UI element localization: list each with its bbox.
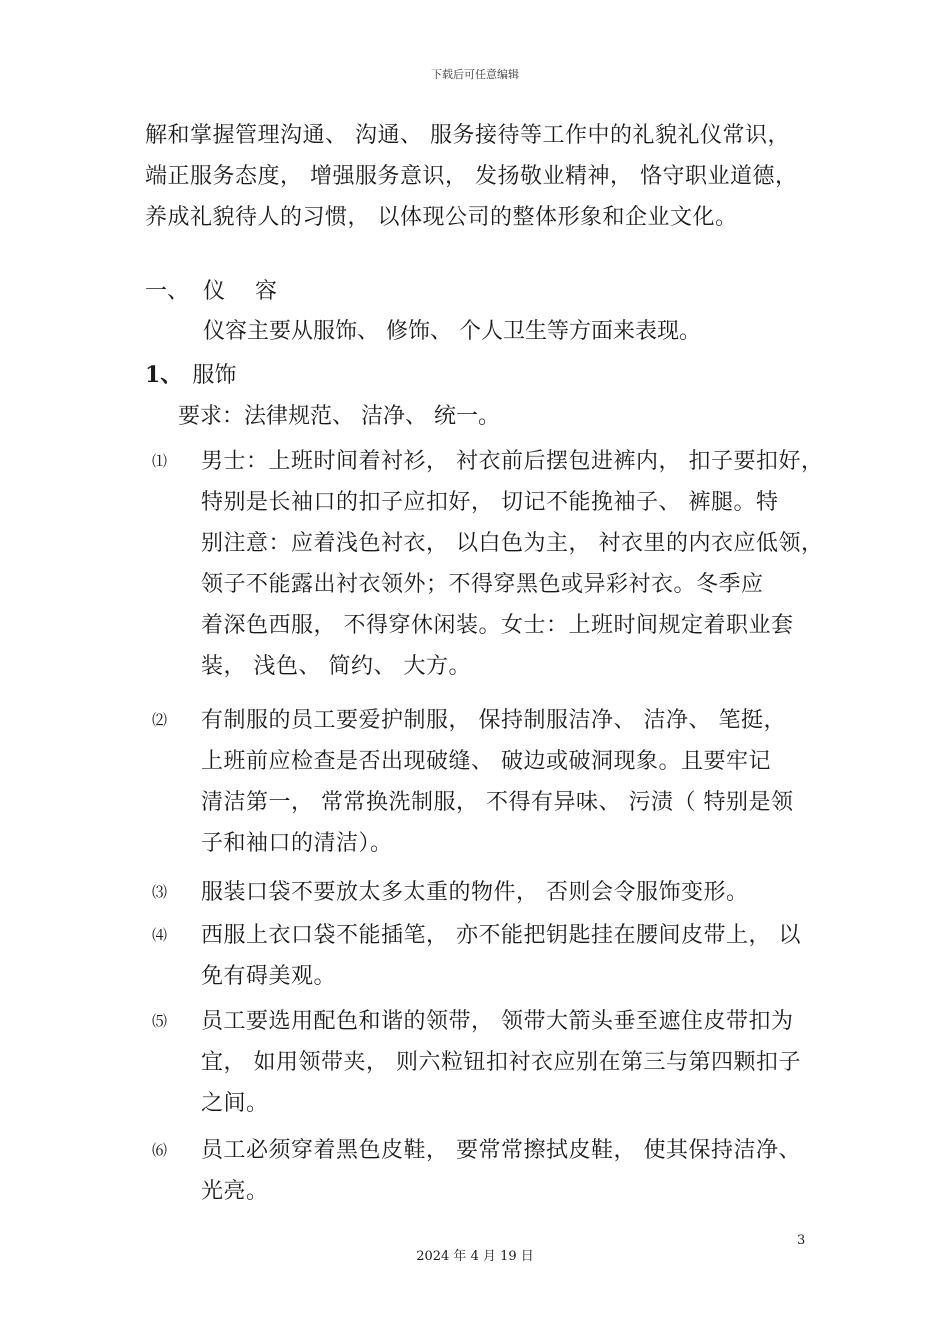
subsection-number: 1、 [145,362,183,388]
subsection-title: 服饰 [192,363,237,388]
requirement-line: 要求：法律规范、 洁净、 统一。 [178,404,500,429]
item-line: 有制服的员工要爱护制服， 保持制服洁净、 洁净、 笔挺， [201,708,786,733]
section-title-part1: 仪 [203,279,226,304]
subsection-heading [145,356,236,395]
paragraph-line: 端正服务态度， 增强服务意识， 发扬敬业精神， 恪守职业道德， [145,164,798,189]
item-line: 西服上衣口袋不能插笔， 亦不能把钥匙挂在腰间皮带上， 以 [201,923,801,948]
paragraph-line: 解和掌握管理沟通、 沟通、 服务接待等工作中的礼貌礼仪常识， [145,123,790,148]
item-line: 男士：上班时间着衬衫， 衬衣前后摆包进裤内， 扣子要扣好， [201,449,824,474]
paragraph-line: 养成礼貌待人的习惯， 以体现公司的整体形象和企业文化。 [145,205,738,230]
item-line: 员工必须穿着黑色皮鞋， 要常常擦拭皮鞋， 使其保持洁净、 [201,1138,801,1163]
item-line: 员工要选用配色和谐的领带， 领带大箭头垂至遮住皮带扣为 [201,1009,794,1034]
item-line: 服装口袋不要放太多太重的物件， 否则会令服饰变形。 [201,880,749,905]
list-marker: ⑵ [152,711,168,729]
item-line: 领子不能露出衬衣领外；不得穿黑色或异彩衬衣。冬季应 [201,572,764,597]
list-marker: ⑸ [152,1012,168,1030]
list-marker: ⑹ [152,1141,168,1159]
item-line: 上班前应检查是否出现破缝、 破边或破洞现象。且要牢记 [201,749,771,774]
section-title-part2: 容 [255,279,278,304]
list-marker: ⑶ [152,883,168,901]
section-heading [145,273,277,311]
page-header: 下载后可任意编辑 [431,68,519,81]
item-line: 宜， 如用领带夹， 则六粒钮扣衬衣应别在第三与第四颗扣子 [201,1050,801,1075]
page-number: 3 [797,1233,806,1248]
list-marker: ⑴ [152,452,168,470]
item-line: 免有碍美观。 [201,964,337,989]
item-line: 特别是长袖口的扣子应扣好， 切记不能挽袖子、 裤腿。特 [201,490,779,515]
list-marker: ⑷ [152,926,168,944]
item-line: 之间。 [201,1091,269,1116]
section-number: 一、 [145,279,190,304]
item-line: 光亮。 [201,1179,269,1204]
item-line: 装， 浅色、 简约、 大方。 [201,654,471,679]
item-line: 清洁第一， 常常换洗制服， 不得有异味、 污渍（ 特别是领 [201,790,794,815]
footer-date: 2024 年 4 月 19 日 [416,1249,534,1264]
section-intro: 仪容主要从服饰、 修饰、 个人卫生等方面来表现。 [203,319,701,344]
item-line: 别注意：应着浅色衬衣， 以白色为主， 衬衣里的内衣应低领， [201,531,824,556]
intro-paragraph [145,115,797,238]
item-line: 着深色西服， 不得穿休闲装。女士：上班时间规定着职业套 [201,613,794,638]
item-line: 子和袖口的清洁）。 [201,831,393,856]
